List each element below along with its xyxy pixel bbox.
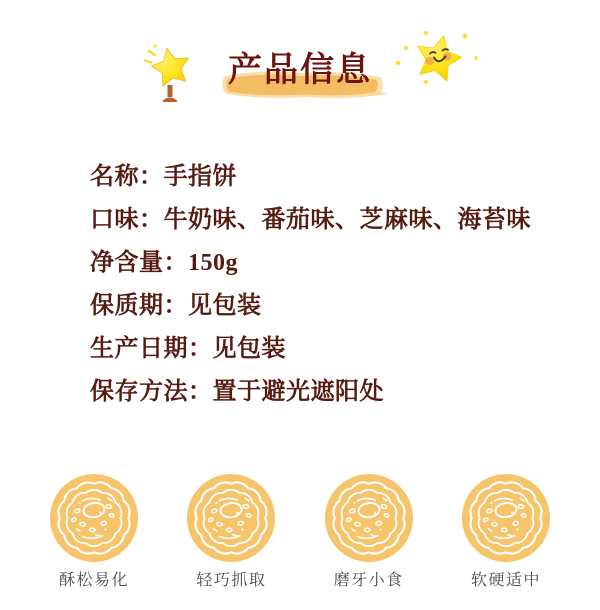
info-line-flavor (90, 199, 560, 242)
info-separator: ： (139, 164, 164, 190)
feature-item-teething-snack (308, 474, 430, 591)
feature-circle (325, 474, 413, 562)
feature-circle (50, 474, 138, 562)
info-value: 手指饼 (163, 164, 237, 190)
info-line-name (90, 156, 560, 199)
title-banner (0, 0, 600, 110)
feature-item-easy-grab (170, 474, 292, 591)
info-label: 口味 (90, 207, 139, 233)
info-value: 见包装 (188, 293, 262, 319)
feature-list (33, 474, 567, 591)
feature-label: 酥松易化 (58, 572, 129, 589)
info-label: 净含量 (90, 250, 164, 276)
biscuit-icon (325, 474, 413, 562)
feature-label: 磨牙小食 (333, 572, 404, 589)
feature-circle (187, 474, 275, 562)
info-label: 保存方法 (90, 379, 188, 405)
biscuit-icon (50, 474, 138, 562)
feature-item-moderate-texture (445, 474, 567, 591)
info-label: 名称 (90, 164, 139, 190)
info-separator: ： (139, 207, 164, 233)
feature-label: 软硬适中 (470, 572, 541, 589)
product-info-list (90, 156, 560, 414)
feature-label: 轻巧抓取 (196, 572, 267, 589)
info-line-net-weight (90, 242, 560, 285)
info-value: 150g (188, 250, 238, 276)
smiling-star-icon (392, 26, 486, 116)
info-value: 牛奶味、番茄味、芝麻味、海苔味 (163, 207, 531, 233)
info-label: 保质期 (90, 293, 164, 319)
page-title: 产品信息 (228, 52, 372, 89)
biscuit-icon (187, 474, 275, 562)
info-line-storage (90, 371, 560, 414)
info-separator: ： (188, 379, 213, 405)
info-separator: ： (163, 293, 188, 319)
feature-item-crispy (33, 474, 155, 591)
header (0, 0, 600, 130)
info-line-shelf-life (90, 285, 560, 328)
info-value: 置于避光遮阳处 (212, 379, 384, 405)
info-line-production-date (90, 328, 560, 371)
feature-circle (462, 474, 550, 562)
info-label: 生产日期 (90, 336, 188, 362)
info-separator: ： (163, 250, 188, 276)
info-value: 见包装 (212, 336, 286, 362)
biscuit-icon (462, 474, 550, 562)
info-separator: ： (188, 336, 213, 362)
